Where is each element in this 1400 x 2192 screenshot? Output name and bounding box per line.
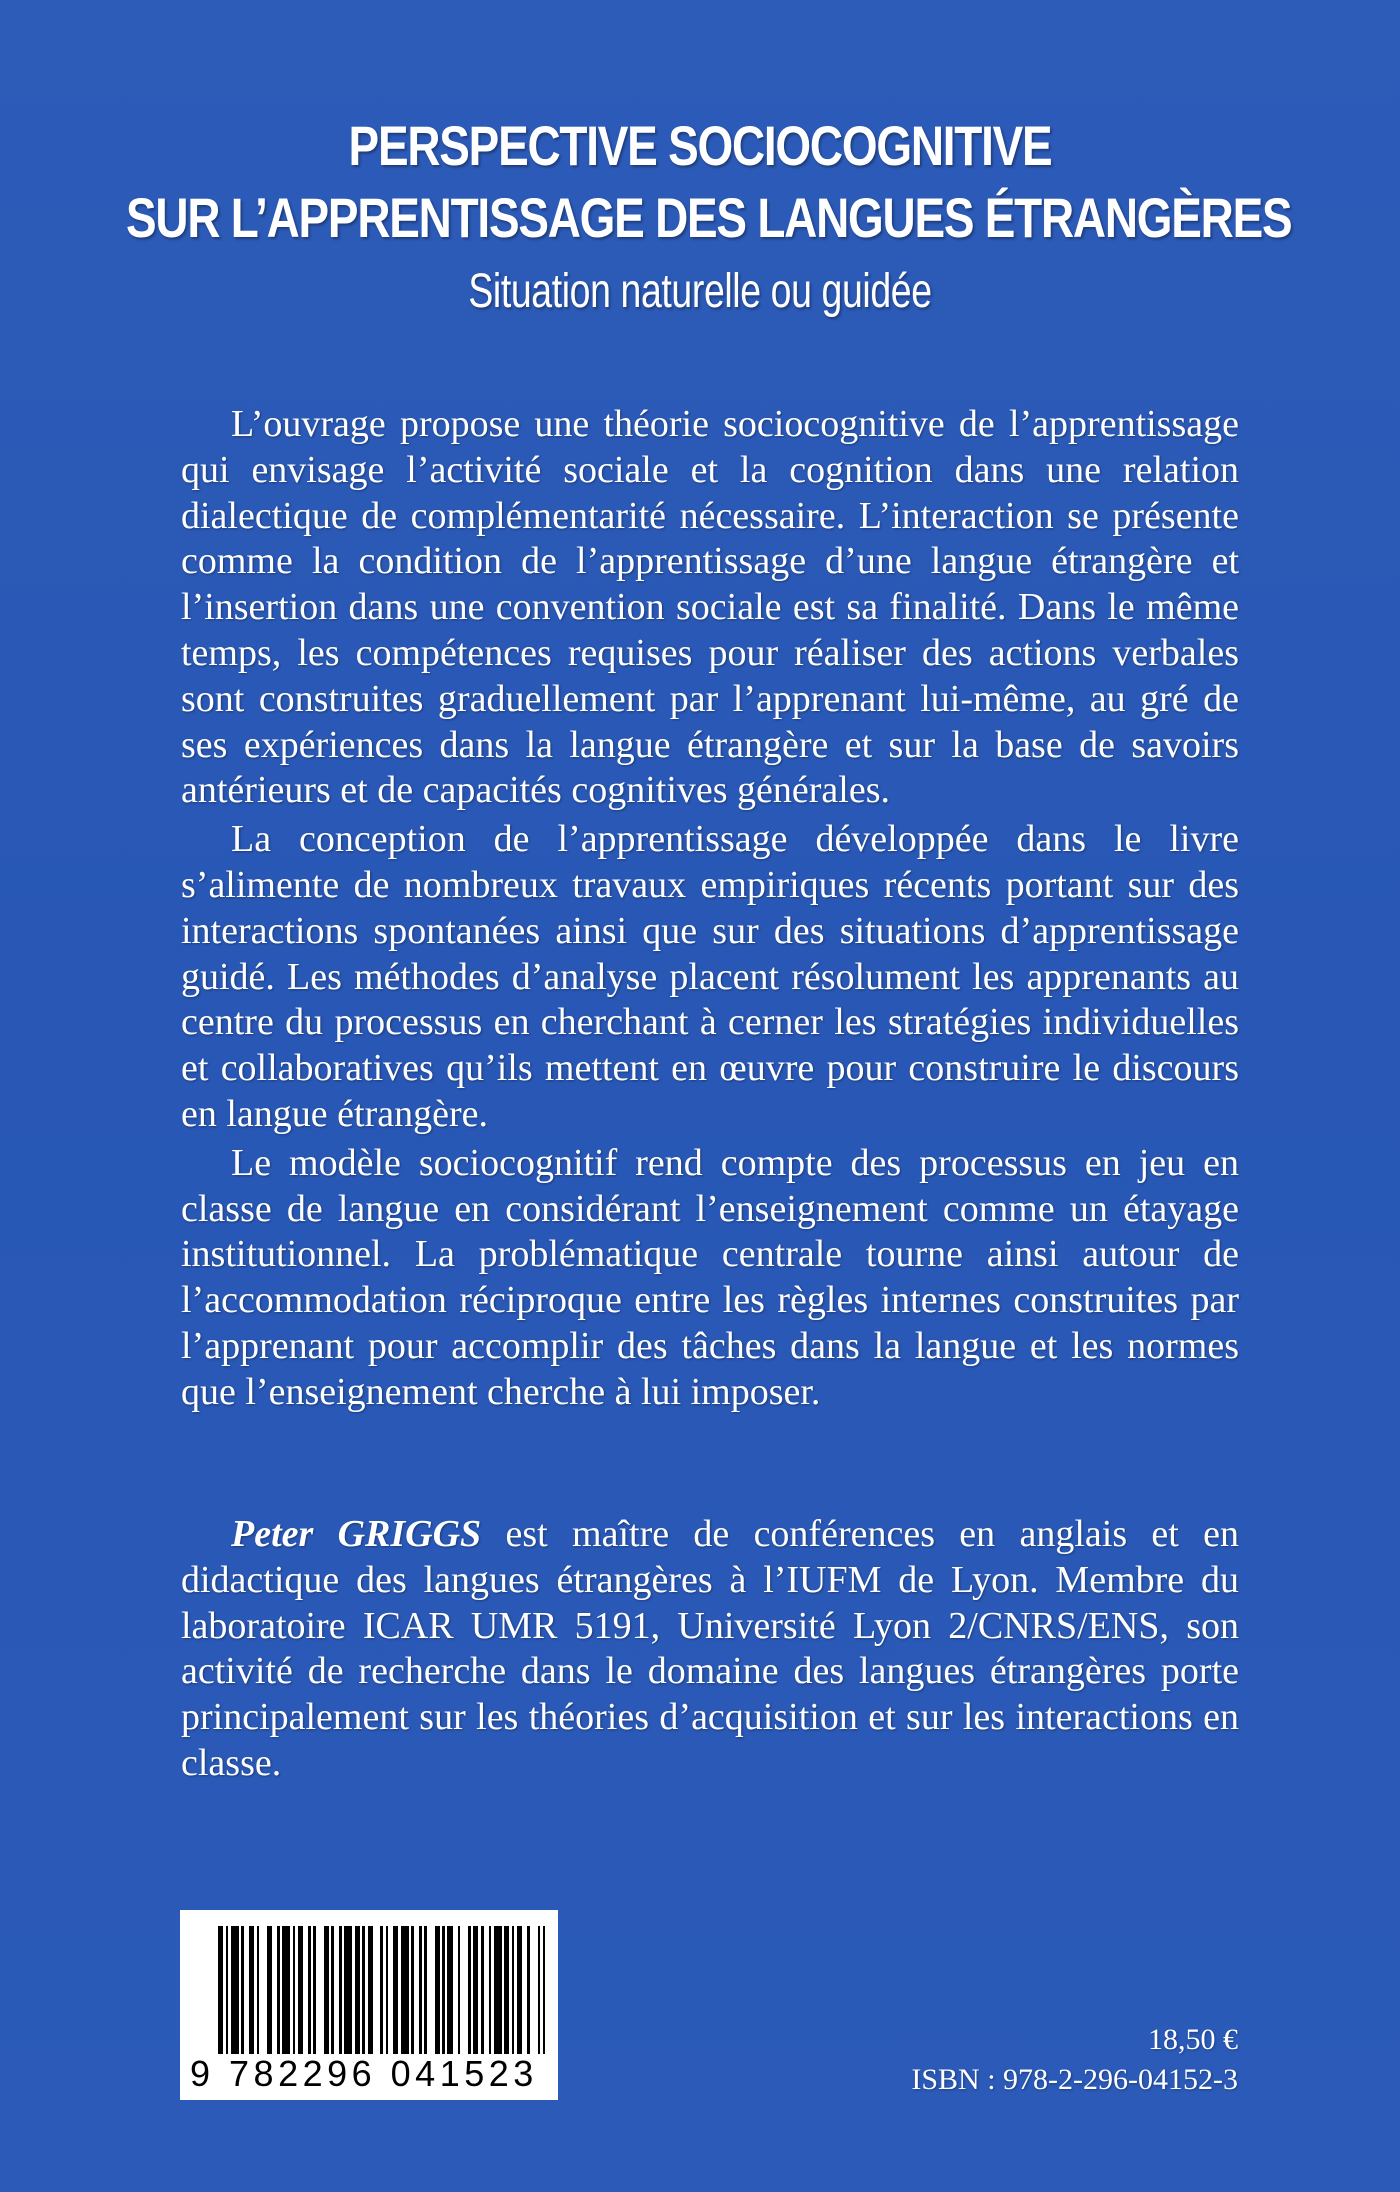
- barcode-bar: [401, 1926, 409, 2054]
- price: 18,50 €: [1148, 2023, 1238, 2056]
- price-block: [911, 2020, 1238, 2100]
- barcode-gap: [530, 1926, 538, 2054]
- barcode-bar: [494, 1926, 502, 2054]
- author-bio-text: est maître de conférences en anglais et en didactique des langues étrangères à l’IUFM de Lyon. Membre du laboratoire ICAR UMR 5191, Université Lyon 2/CNRS/ENS, son activité de recherche dans le domaine des langues étrangères porte principalement sur les théories d’acquisition et sur les interactions en classe.: [181, 1513, 1240, 1784]
- isbn: ISBN : 978-2-296-04152-3: [911, 2063, 1238, 2096]
- barcode-gap: [460, 1926, 468, 2054]
- book-subtitle: Situation naturelle ou guidée: [468, 265, 932, 318]
- book-title-line-1: PERSPECTIVE SOCIOCOGNITIVE: [348, 114, 1052, 177]
- blurb-paragraph: L’ouvrage propose une théorie sociocognitive de l’apprentissage qui envisage l’activité sociale et la cognition dans une relation dialectique de complémentarité nécessaire. L’interaction se présente comme la condition de l’apprentissage d’une langue étrangère et l’insertion dans une convention sociale est sa finalité. Dans le même temps, les compétences requises pour réaliser des actions verbales sont construites graduellement par l’apprenant lui-même, au gré de ses expériences dans la langue étrangère et sur la base de savoirs antérieurs et de capacités cognitives générales.: [181, 403, 1239, 812]
- barcode-digits: 9 782296 041523: [190, 2053, 538, 2094]
- barcode-gap: [545, 1926, 548, 2054]
- book-title-line-2: SUR L’APPRENTISSAGE DES LANGUES ÉTRANGÈRES: [126, 186, 1292, 249]
- barcode-bar: [344, 1926, 352, 2054]
- blurb-paragraph: La conception de l’apprentissage développée dans le livre s’alimente de nombreux travaux empiriques récents portant sur des interactions spontanées ainsi que sur des situations d’apprentissage guidé. Les méthodes d’analyse placent résolument les apprenants au centre du processus en cherchant à cerner les stratégies individuelles et collaboratives qu’ils mettent en œuvre pour construire le discours en langue étrangère.: [181, 818, 1239, 1135]
- barcode-bar: [231, 1926, 239, 2054]
- barcode-gap: [373, 1926, 381, 2054]
- author-bio: [181, 1512, 1239, 1787]
- barcode-gap: [316, 1926, 324, 2054]
- barcode-gap: [259, 1926, 267, 2054]
- barcode-gap: [427, 1926, 435, 2054]
- author-name: Peter GRIGGS: [231, 1513, 482, 1555]
- blurb-paragraph: Le modèle sociocognitif rend compte des processus en jeu en classe de langue en considérant l’enseignement comme un étayage institutionnel. La problématique centrale tourne ainsi autour de l’accommodation réciproque entre les règles internes construites par l’apprenant pour accomplir des tâches dans la langue et les normes que l’enseignement cherche à lui imposer.: [181, 1141, 1239, 1413]
- barcode: [180, 1910, 558, 2100]
- blurb: [181, 402, 1239, 1419]
- barcode-bars: [218, 1926, 548, 2054]
- title-block: [0, 110, 1400, 324]
- author-bio-paragraph: [181, 1512, 1239, 1787]
- barcode-bar: [282, 1926, 290, 2054]
